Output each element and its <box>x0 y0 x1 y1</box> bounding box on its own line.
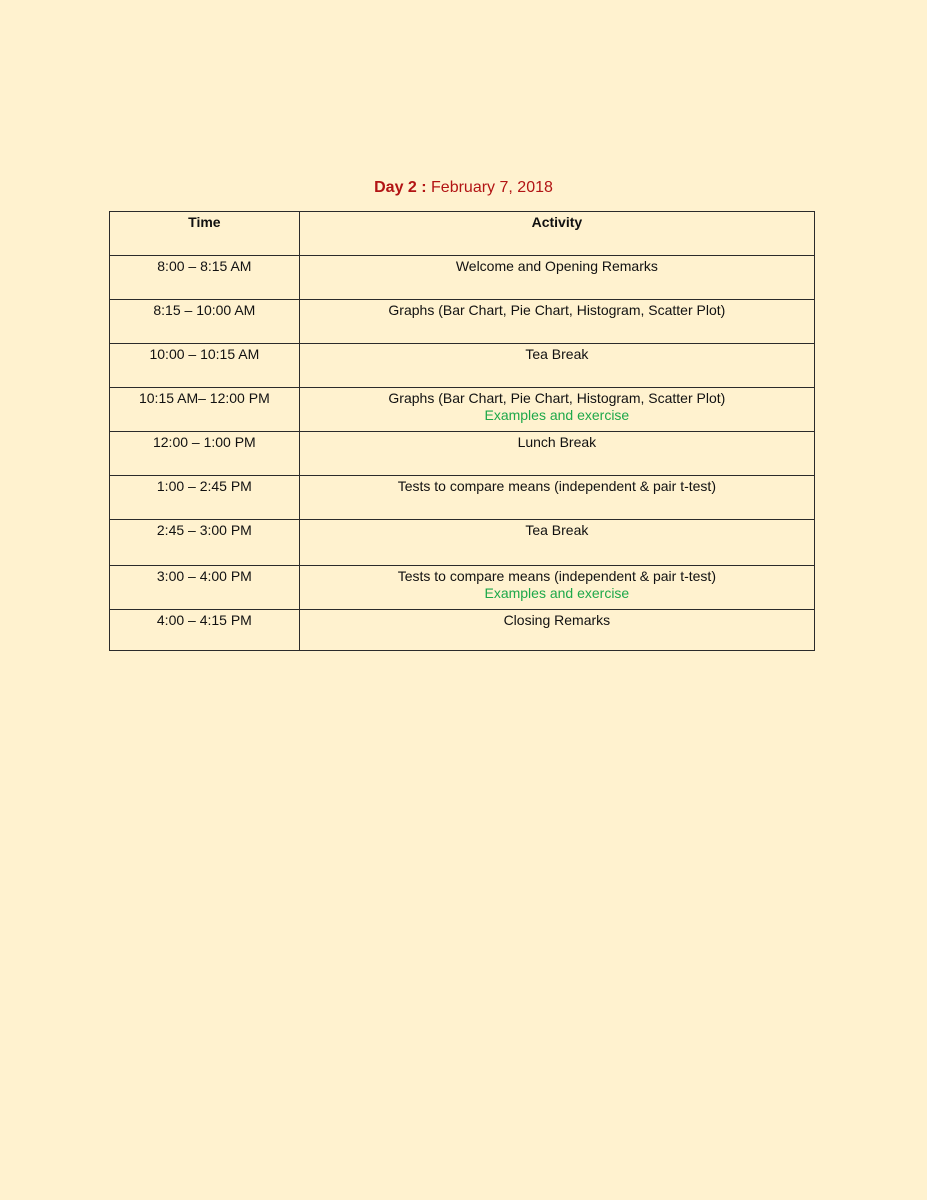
activity-text: Welcome and Opening Remarks <box>455 258 658 274</box>
activity-text: Graphs (Bar Chart, Pie Chart, Histogram, Scatter Plot) <box>388 390 726 406</box>
activity-text: Lunch Break <box>517 434 597 450</box>
activity-cell <box>299 432 814 476</box>
time-cell: 1:00 – 2:45 PM <box>110 476 300 520</box>
activity-cell <box>299 388 814 432</box>
time-cell: 3:00 – 4:00 PM <box>110 566 300 610</box>
date-label: February 7, 2018 <box>431 179 553 196</box>
time-cell: 12:00 – 1:00 PM <box>110 432 300 476</box>
time-cell: 8:00 – 8:15 AM <box>110 256 300 300</box>
table-row <box>110 344 815 388</box>
day-label: Day 2 : <box>374 179 427 196</box>
agenda-table <box>109 211 815 651</box>
activity-text: Tests to compare means (independent & pair t-test) <box>397 568 716 584</box>
activity-cell <box>299 566 814 610</box>
activity-text: Tea Break <box>525 346 589 362</box>
activity-cell <box>299 520 814 566</box>
activity-text: Tea Break <box>525 522 589 538</box>
activity-note: Examples and exercise <box>484 407 630 423</box>
activity-cell <box>299 610 814 651</box>
time-cell: 2:45 – 3:00 PM <box>110 520 300 566</box>
page-heading <box>0 179 927 197</box>
time-cell: 8:15 – 10:00 AM <box>110 300 300 344</box>
activity-cell <box>299 344 814 388</box>
activity-cell <box>299 300 814 344</box>
activity-note: Examples and exercise <box>484 585 630 601</box>
table-row <box>110 566 815 610</box>
table-row <box>110 300 815 344</box>
table-header-row <box>110 212 815 256</box>
activity-text: Tests to compare means (independent & pair t-test) <box>397 478 716 494</box>
activity-text: Graphs (Bar Chart, Pie Chart, Histogram, Scatter Plot) <box>388 302 726 318</box>
table-row <box>110 432 815 476</box>
activity-text: Closing Remarks <box>503 612 611 628</box>
time-column-header: Time <box>110 212 300 256</box>
activity-cell <box>299 476 814 520</box>
time-cell: 10:00 – 10:15 AM <box>110 344 300 388</box>
table-row <box>110 610 815 651</box>
table-row <box>110 520 815 566</box>
activity-column-header: Activity <box>299 212 814 256</box>
activity-cell <box>299 256 814 300</box>
table-row <box>110 256 815 300</box>
table-row <box>110 476 815 520</box>
time-cell: 10:15 AM– 12:00 PM <box>110 388 300 432</box>
time-cell: 4:00 – 4:15 PM <box>110 610 300 651</box>
table-row <box>110 388 815 432</box>
